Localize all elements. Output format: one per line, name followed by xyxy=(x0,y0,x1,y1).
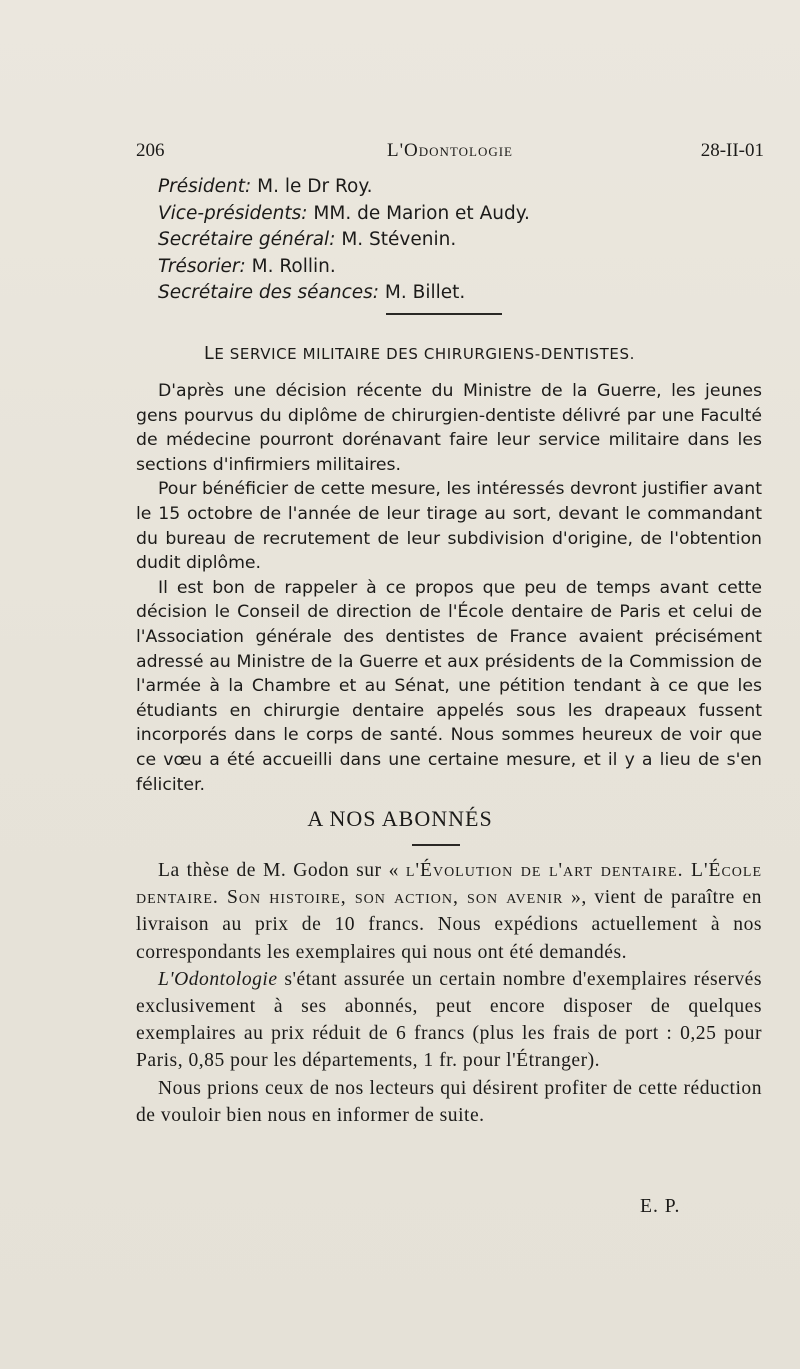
section-title-service-militaire: LE SERVICE MILITAIRE DES CHIRURGIENS-DENTISTES. xyxy=(204,344,635,364)
paragraph: Il est bon de rappeler à ce propos que peu de temps avant cette décision le Conseil de direction de l'École dentaire de Paris et celui de l'Association générale des dentistes de France avaient précisément adressé au Ministre de la Guerre et aux présidents de la Commission de l'armée à la Chambre et au Sénat, une pétition tendant à ce que les étudiants en chirurgie dentaire appelés sous les drapeaux fussent incorporés dans le corps de santé. Nous sommes heureux de voir que ce vœu a été accueilli dans une certaine mesure, et il y a lieu de s'en féliciter. xyxy=(136,577,762,795)
paragraph: La thèse de M. Godon sur « l'Évolution de l'art dentaire. L'École dentaire. Son histoire, son action, son avenir », vient de paraître en livraison au prix de 10 francs. Nous expédions actuellement à nos correspondants les exemplaires qui nous ont été demandés. xyxy=(136,860,763,963)
thesis-title: l'Évolution de l'art dentaire. L'École dentaire. Son histoire, son action, son avenir xyxy=(136,860,763,909)
officer-name: M. Stévenin. xyxy=(335,229,457,250)
officer-row xyxy=(158,201,530,228)
paragraph: L'Odontologie s'étant assurée un certain nombre d'exemplaires réservés exclusivement à ses abonnés, peut encore disposer de quelques exemplaires au prix réduit de 6 francs (plus les frais de port : 0,25 pour Paris, 0,85 pour les départements, 1 fr. pour l'Étranger). xyxy=(136,968,762,1072)
article-abonnes xyxy=(136,857,762,1129)
page-number: 206 xyxy=(136,140,165,161)
officer-role: Trésorier: xyxy=(158,255,246,277)
paragraph: Pour bénéficier de cette mesure, les intéressés devront justifier avant le 15 octobre de l'année de leur tirage au sort, devant le commandant du bureau de recrutement de leur subdivision d'origine, de l'obtention dudit diplôme. xyxy=(136,479,762,574)
officer-role: Vice-présidents: xyxy=(158,202,308,224)
heading-underline xyxy=(412,844,460,846)
paragraph: D'après une décision récente du Ministre de la Guerre, les jeunes gens pourvus du diplôme de chirurgien-dentiste délivré par une Faculté de médecine pourront dorénavant faire leur service militaire dans les sections d'infirmiers militaires. xyxy=(136,381,762,475)
officer-row xyxy=(158,254,530,281)
journal-title: L'Odontologie xyxy=(387,140,513,161)
officer-role: Secrétaire des séances: xyxy=(158,282,380,303)
section-divider xyxy=(386,313,502,315)
officer-name: M. Rollin. xyxy=(245,255,336,277)
officers-list xyxy=(158,174,530,307)
officer-name: M. Billet. xyxy=(379,282,466,303)
officer-name: M. le Dr Roy. xyxy=(251,176,373,197)
article-service-militaire xyxy=(136,379,762,797)
officer-role: Président: xyxy=(158,176,252,197)
running-header xyxy=(136,140,764,166)
journal-name: L'Odontologie xyxy=(158,968,278,990)
paragraph: Nous prions ceux de nos lecteurs qui désirent profiter de cette réduction de vouloir bien nous en informer de suite. xyxy=(136,1077,762,1126)
officer-role: Secrétaire général: xyxy=(158,229,336,250)
officer-row xyxy=(158,227,530,254)
officer-name: MM. de Marion et Audy. xyxy=(307,202,530,224)
officer-row xyxy=(158,174,530,201)
issue-date: 28-II-01 xyxy=(700,140,764,161)
officer-row xyxy=(158,280,530,307)
signature: E. P. xyxy=(640,1196,681,1217)
section-title-abonnes: A NOS ABONNÉS xyxy=(307,806,493,831)
